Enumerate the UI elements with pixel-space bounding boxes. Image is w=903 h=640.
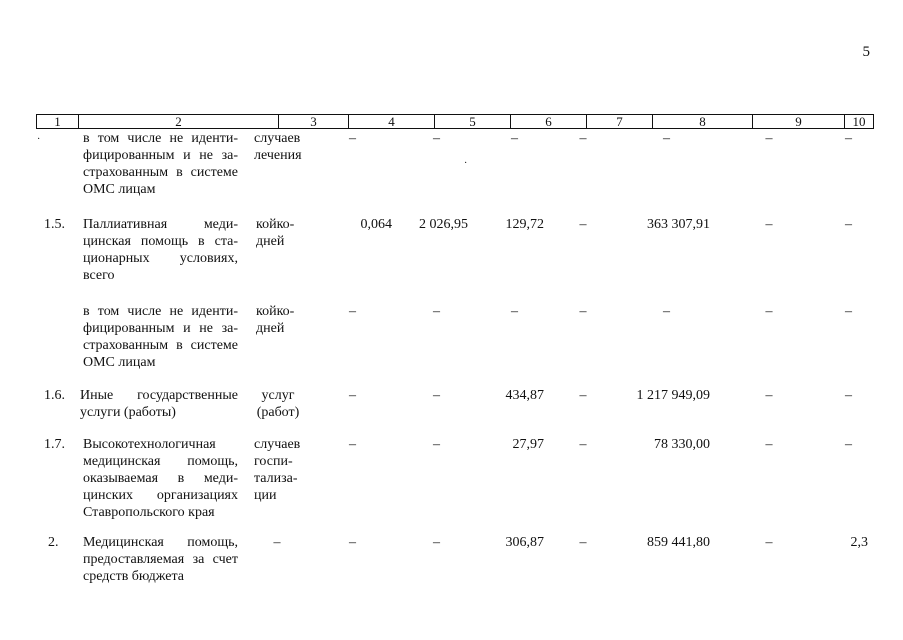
row-number: 1.7. — [44, 437, 65, 452]
row-col-7: – — [579, 131, 587, 146]
row-col-7: – — [579, 535, 587, 550]
header-col-7: 7 — [587, 115, 653, 128]
row-number: 1.5. — [44, 217, 65, 232]
row-col-10: – — [845, 217, 852, 232]
row-col-9: – — [765, 304, 773, 319]
row-col-9: – — [765, 131, 773, 146]
row-col-7: – — [579, 217, 587, 232]
row-col-5: – — [433, 388, 440, 403]
row-col-10: – — [845, 304, 852, 319]
row-number: 2. — [48, 535, 59, 550]
header-col-3: 3 — [279, 115, 349, 128]
row-col-10: 2,3 — [850, 535, 868, 550]
row-col-6: – — [511, 131, 518, 146]
header-col-1: 1 — [37, 115, 79, 128]
row-col-5: – — [433, 437, 440, 452]
row-unit: койко-дней — [256, 304, 295, 336]
row-unit: случаев лечения — [254, 131, 302, 163]
header-col-4: 4 — [349, 115, 435, 128]
row-col-4: 0,064 — [360, 217, 392, 232]
header-col-8: 8 — [653, 115, 753, 128]
row-unit: услуг (работ) — [256, 388, 300, 420]
header-col-10: 10 — [852, 114, 866, 129]
row-col-10: – — [845, 388, 852, 403]
row-col-8: 859 441,80 — [647, 535, 710, 550]
row-name: в том числе не идентифицированным и не застрахованным в системе ОМС лицам — [83, 131, 238, 197]
row-number: 1.6. — [44, 388, 65, 403]
row-col-4: – — [349, 437, 356, 452]
row-col-8: – — [663, 304, 670, 319]
row-col-8: 78 330,00 — [654, 437, 710, 452]
row-col-6: 434,87 — [505, 388, 544, 403]
row-name: в том числе не идентифицированным и не застрахованным в системе ОМС лицам — [83, 304, 238, 370]
row-col-7: – — [579, 388, 587, 403]
row-col-9: – — [765, 535, 773, 550]
page-number: 5 — [862, 44, 870, 60]
row-col-5: 2 026,95 — [419, 217, 468, 232]
header-col-6: 6 — [511, 115, 587, 128]
row-col-9: – — [765, 437, 773, 452]
row-col-6: 129,72 — [505, 217, 544, 232]
row-col-6: 306,87 — [505, 535, 544, 550]
header-col-9: 9 — [753, 115, 845, 128]
row-col-8: – — [663, 131, 670, 146]
row-col-10: – — [845, 437, 852, 452]
row-col-4: – — [349, 304, 356, 319]
header-col-5: 5 — [435, 115, 511, 128]
row-col-4: – — [349, 131, 356, 146]
row-col-6: 27,97 — [512, 437, 544, 452]
row-col-7: – — [579, 437, 587, 452]
row-name: Иные государственные услуги (работы) — [80, 388, 238, 420]
row-col-8: 363 307,91 — [647, 217, 710, 232]
table-header — [36, 114, 874, 129]
row-name: Высокотехнологичная медицинская помощь, оказываемая в медицинских организациях Ставропольского края — [83, 437, 238, 520]
row-col-5: – — [433, 131, 440, 146]
row-col-4: – — [349, 388, 356, 403]
scan-speck: · — [37, 134, 41, 145]
row-col-9: – — [765, 217, 773, 232]
row-unit: койко-дней — [256, 217, 295, 249]
row-unit: – — [273, 535, 281, 550]
header-col-2: 2 — [79, 115, 279, 128]
row-col-10: – — [845, 131, 852, 146]
row-name: Паллиативная медицинская помощь в стационарных условиях, всего — [83, 217, 238, 283]
row-col-5: – — [433, 535, 440, 550]
row-col-8: 1 217 949,09 — [636, 388, 710, 403]
row-col-4: – — [349, 535, 356, 550]
row-col-7: – — [579, 304, 587, 319]
row-col-9: – — [765, 388, 773, 403]
row-unit: случаев госпитализации — [254, 437, 301, 503]
row-col-6: – — [511, 304, 518, 319]
row-col-5: – — [433, 304, 440, 319]
scan-speck: · — [464, 158, 468, 169]
row-name: Медицинская помощь, предоставляемая за счет средств бюджета — [83, 535, 238, 584]
